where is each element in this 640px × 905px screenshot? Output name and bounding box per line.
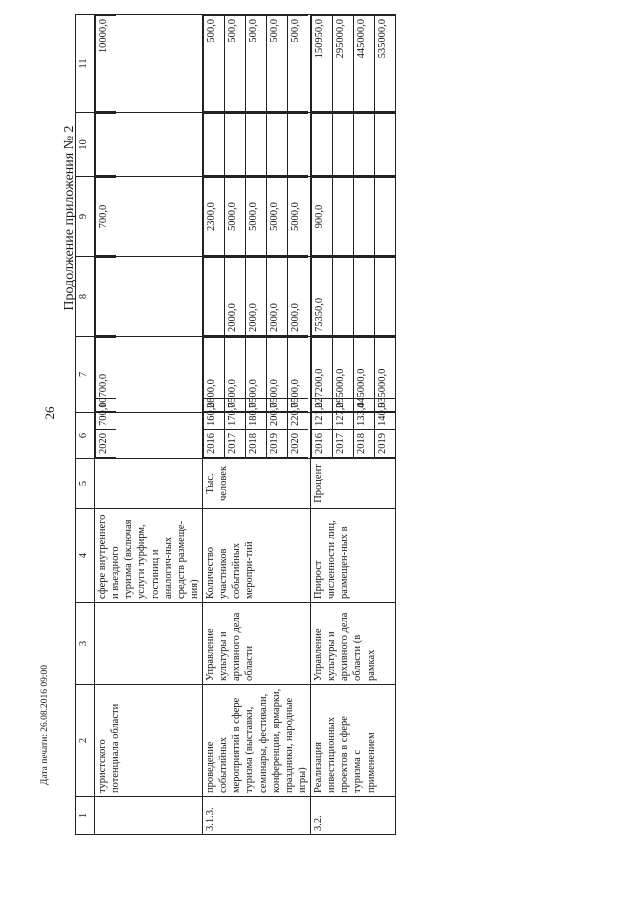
total-amount-cell (311, 337, 396, 413)
indicator-value: 180,0 (246, 399, 267, 430)
appendix-title: Продолжение приложения № 2 (62, 125, 77, 311)
column-number: 2 (76, 685, 95, 797)
column-number: 9 (76, 177, 95, 257)
page-number: 26 (42, 406, 57, 420)
regional-amount: 5000,0 (288, 178, 309, 256)
regional-amount: 5000,0 (246, 178, 267, 256)
column-number: 1 (76, 797, 95, 835)
indicator-value: 220,0 (288, 399, 309, 430)
indicator-value: 127,0 (333, 399, 354, 430)
local-amount-cell (95, 113, 203, 177)
unit (95, 459, 203, 509)
federal-amount (204, 258, 225, 336)
other-amount: 150950,0 (312, 16, 333, 112)
indicator: сфере внутреннего и въездного туризма (включая услуги турфирм, гостиниц и аналогич-ных средств размеще-ния) (95, 509, 203, 603)
total-amount: 10700,0 (96, 338, 117, 412)
column-number: 10 (76, 113, 95, 177)
regional-amount: 900,0 (312, 178, 333, 256)
year: 2019 (267, 430, 288, 458)
local-amount-cell (311, 113, 396, 177)
federal-amount-cell (311, 257, 396, 337)
item-name: туристского потенциала области (95, 685, 203, 797)
year: 2018 (246, 430, 267, 458)
indicator: Количество участников событийных меропри-тий (203, 509, 311, 603)
local-amount (288, 114, 309, 176)
regional-amount: 700,0 (96, 178, 117, 256)
item-number: 3.2. (311, 797, 396, 835)
total-amount-cell (95, 337, 203, 413)
federal-amount (375, 258, 396, 336)
year: 2018 (354, 430, 375, 458)
federal-amount (96, 258, 117, 336)
federal-amount: 2000,0 (225, 258, 246, 336)
unit: Тыс. человек (203, 459, 311, 509)
item-number (95, 797, 203, 835)
local-amount (246, 114, 267, 176)
federal-amount: 2000,0 (288, 258, 309, 336)
print-date: Дата печати: 26.08.2016 09:00 (40, 664, 50, 786)
regional-amount (375, 178, 396, 256)
indicator: Прирост численности лиц, размещен-ных в (311, 509, 396, 603)
year: 2017 (333, 430, 354, 458)
federal-amount: 75350,0 (312, 258, 333, 336)
other-amount-cell (311, 15, 396, 113)
regional-amount-cell (311, 177, 396, 257)
other-amount: 500,0 (267, 16, 288, 112)
other-amount-cell (95, 15, 203, 113)
local-amount (267, 114, 288, 176)
regional-amount: 5000,0 (225, 178, 246, 256)
total-amount: 535000,0 (375, 338, 396, 412)
local-amount-cell (203, 113, 311, 177)
column-number: 5 (76, 459, 95, 509)
local-amount (333, 114, 354, 176)
regional-amount-cell (203, 177, 311, 257)
column-number: 11 (76, 15, 95, 113)
year: 2016 (204, 430, 225, 458)
column-number: 8 (76, 257, 95, 337)
executor (95, 603, 203, 685)
regional-amount (333, 178, 354, 256)
indicator-value: 200,0 (267, 399, 288, 430)
column-number-row (76, 15, 95, 835)
year: 2020 (96, 430, 117, 458)
column-number: 7 (76, 337, 95, 413)
table-row (311, 15, 396, 835)
total-amount: 295000,0 (333, 338, 354, 412)
indicator-value: 140,0 (375, 399, 396, 430)
executor: Управление культуры и архивного дела области (203, 603, 311, 685)
federal-amount: 2000,0 (267, 258, 288, 336)
year: 2017 (225, 430, 246, 458)
other-amount: 10000,0 (96, 16, 117, 112)
table-body (95, 15, 396, 835)
unit: Процент (311, 459, 396, 509)
local-amount (375, 114, 396, 176)
total-amount: 7500,0 (288, 338, 309, 412)
table-row (203, 15, 311, 835)
other-amount: 535000,0 (375, 16, 396, 112)
indicator-value: 700,0 (96, 399, 117, 430)
rotated-table-wrapper (75, 15, 585, 835)
other-amount: 500,0 (225, 16, 246, 112)
local-amount (96, 114, 117, 176)
year-value-cell (311, 402, 396, 459)
local-amount (354, 114, 375, 176)
year-value-cell (203, 402, 311, 459)
table-row (95, 15, 203, 835)
total-amount: 227200,0 (312, 338, 333, 412)
local-amount (225, 114, 246, 176)
federal-amount-cell (203, 257, 311, 337)
other-amount-cell (203, 15, 311, 113)
indicator-value: 160,0 (204, 399, 225, 430)
regional-amount: 2300,0 (204, 178, 225, 256)
regional-amount (354, 178, 375, 256)
indicator-value: 170,0 (225, 399, 246, 430)
item-name: Реализация инвестиционных проектов в сфере туризма с применением (311, 685, 396, 797)
other-amount: 500,0 (204, 16, 225, 112)
item-number: 3.1.3. (203, 797, 311, 835)
federal-amount-cell (95, 257, 203, 337)
other-amount: 500,0 (246, 16, 267, 112)
column-number: 6 (76, 413, 95, 459)
total-amount: 445000,0 (354, 338, 375, 412)
program-table (75, 14, 396, 835)
year-value-cell (95, 402, 203, 459)
federal-amount (354, 258, 375, 336)
other-amount: 500,0 (288, 16, 309, 112)
other-amount: 445000,0 (354, 16, 375, 112)
regional-amount-cell (95, 177, 203, 257)
year: 2019 (375, 430, 396, 458)
year: 2020 (288, 430, 309, 458)
column-number: 3 (76, 603, 95, 685)
local-amount (312, 114, 333, 176)
item-name: проведение событийных мероприятий в сфере туризма (выставки, семинары, фестивали, конференции, ярмарки, праздники, народные игры) (203, 685, 311, 797)
total-amount: 7500,0 (267, 338, 288, 412)
total-amount: 2800,0 (204, 338, 225, 412)
other-amount: 295000,0 (333, 16, 354, 112)
local-amount (204, 114, 225, 176)
year: 2016 (312, 430, 333, 458)
regional-amount: 5000,0 (267, 178, 288, 256)
indicator-value: 121,0 (312, 399, 333, 430)
column-number: 4 (76, 509, 95, 603)
total-amount: 7500,0 (225, 338, 246, 412)
federal-amount: 2000,0 (246, 258, 267, 336)
total-amount: 7500,0 (246, 338, 267, 412)
indicator-value: 133,0 (354, 399, 375, 430)
federal-amount (333, 258, 354, 336)
executor: Управление культуры и архивного дела области (в рамках (311, 603, 396, 685)
total-amount-cell (203, 337, 311, 413)
